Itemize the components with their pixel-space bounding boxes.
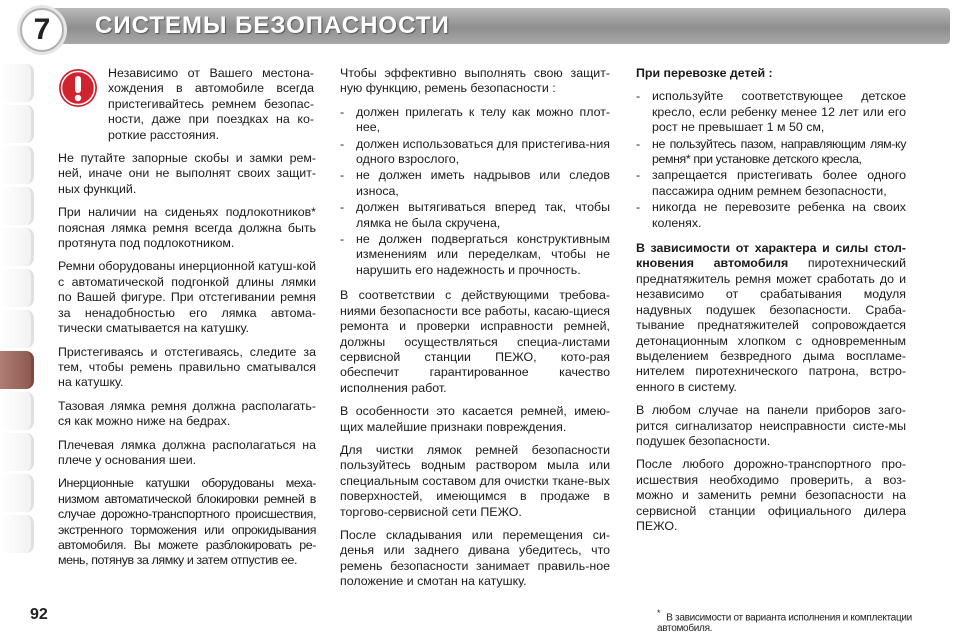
paragraph: Тазовая лямка ремня должна располагать-ся как можно ниже на бедрах. xyxy=(58,398,316,429)
list-item: - используйте соответствующее детское кресло, если ребенку менее 12 лет или его рост не превышает 1 м 50 см, xyxy=(636,89,906,135)
requirements-list xyxy=(340,105,610,278)
pretensioner-paragraph xyxy=(636,241,906,395)
chapter-tab[interactable] xyxy=(0,105,34,143)
page-title: СИСТЕМЫ БЕЗОПАСНОСТИ xyxy=(95,12,450,39)
column-right xyxy=(636,66,906,542)
exclamation-warning-icon xyxy=(58,68,98,108)
chapter-tab[interactable] xyxy=(0,187,34,225)
chapter-tabs xyxy=(0,64,34,584)
chapter-tab[interactable] xyxy=(0,474,34,512)
children-transport-list xyxy=(636,89,906,231)
paragraph: В любом случае на панели приборов заго-рится сигнализатор неисправности систе-мы подушек безопасности. xyxy=(636,403,906,448)
list-item: - должен вытягиваться вперед так, чтобы лямка не была скручена, xyxy=(340,200,610,231)
paragraph: Пристегиваясь и отстегиваясь, следите за тем, чтобы ремень правильно сматывался на катушку. xyxy=(58,344,316,390)
chapter-tab[interactable] xyxy=(0,310,34,348)
list-item: - не пользуйтесь пазом, направляющим лям-ку ремня* при установке детского кресла, xyxy=(636,137,906,168)
page-number: 92 xyxy=(30,606,48,623)
list-item: - должен использоваться для пристегива-ния одного взрослого, xyxy=(340,137,610,168)
chapter-tab[interactable] xyxy=(0,146,34,184)
paragraph: Чтобы эффективно выполнять свою защит-ную функцию, ремень безопасности : xyxy=(340,66,610,96)
footnote-mark: * xyxy=(657,608,661,618)
paragraph: Не путайте запорные скобы и замки рем-ней, иначе они не выполнят своих защит-ных функций. xyxy=(58,151,316,196)
chapter-tab[interactable] xyxy=(0,433,34,471)
list-item: - должен прилегать к телу как можно плот-нее, xyxy=(340,105,610,136)
page-header xyxy=(0,0,960,50)
paragraph: Для чистки лямок ремней безопасности пользуйтесь водным раствором мыла или специальным составом для очистки ткане-вых поверхностей, имеющимся в продаже в торгово-сервисной сети ПЕЖО. xyxy=(340,442,610,519)
footnote-text: В зависимости от варианта исполнения и комплектации автомобиля. xyxy=(657,612,912,635)
paragraph: Инерционные катушки оборудованы меха-низмом автоматической блокировки ремней в случае дорожно-транспортного происшествия, экстренного торможения или опрокидывания автомобиля. Вы можете разблокировать ре-мень, потянув за лямку и затем отпустив ее. xyxy=(58,476,316,568)
paragraph: Плечевая лямка должна располагаться на плече у основания шеи. xyxy=(58,437,316,467)
list-item: - никогда не перевозите ребенка на своих коленях. xyxy=(636,200,906,231)
section-heading: При перевозке детей : xyxy=(636,66,773,80)
paragraph: При наличии на сиденьях подлокотников* поясная лямка ремня всегда должна быть протянута под подлокотником. xyxy=(58,205,316,251)
list-item: - не должен иметь надрывов или следов износа, xyxy=(340,168,610,199)
column-middle xyxy=(340,66,610,598)
paragraph-text: пиротехнический преднатяжитель ремня может сработать до и независимо от срабатывания модуля надувных подушек безопасности. Сраба-тывание преднатяжителей сопровождается детонационным хлопком с одновременным выделением безвредного дыма воспламе-нителем пиротехнического патрона, встро-енного в систему. xyxy=(636,256,906,394)
chapter-tab[interactable] xyxy=(0,515,34,553)
paragraph: Ремни оборудованы инерционной катуш-кой с автоматической подгонкой длины лямки по Вашей фигуре. При отстегивании ремня за ненадобностью его лямка автома-тически сматывается на катушку. xyxy=(58,259,316,336)
chapter-tab-active[interactable] xyxy=(0,351,34,389)
column-left xyxy=(58,66,316,577)
chapter-tab[interactable] xyxy=(0,269,34,307)
chapter-tab[interactable] xyxy=(0,64,34,102)
chapter-tab[interactable] xyxy=(0,392,34,430)
section-heading: В зависимости от характера и силы стол-кновения автомобиля xyxy=(636,241,906,271)
warning-block xyxy=(58,66,316,143)
list-item: - запрещается пристегивать более одного пассажира одним ремнем безопасности, xyxy=(636,168,906,199)
chapter-tab[interactable] xyxy=(0,228,34,266)
paragraph: В особенности это касается ремней, имею-щих малейшие признаки повреждения. xyxy=(340,404,610,434)
list-item: - не должен подвергаться конструктивным изменениям или переделкам, чтобы не нарушить его надежность и прочность. xyxy=(340,232,610,278)
warning-text: Независимо от Вашего местона-хождения в автомобиле всегда пристегивайтесь ремнем безопас-ности, даже при поездках на ко-роткие расстояния. xyxy=(108,66,314,142)
footnote xyxy=(657,608,960,634)
chapter-number-badge: 7 xyxy=(20,8,64,52)
paragraph: После любого дорожно-транспортного про-исшествия необходимо проверить, а воз-можно и заменить ремни безопасности на сервисной станции официального дилера ПЕЖО. xyxy=(636,457,906,533)
paragraph: В соответствии с действующими требова-ниями безопасности все работы, касаю-щиеся ремонта и проверки исправности ремней, должны осуществляться специа-листами сервисной станции ПЕЖО, кото-рая обеспечит гарантированное качество исполнения работ. xyxy=(340,288,610,395)
paragraph: После складывания или перемещения си-денья или заднего дивана убедитесь, что ремень безопасности занимает правиль-ное положение и смотан на катушку. xyxy=(340,527,610,589)
